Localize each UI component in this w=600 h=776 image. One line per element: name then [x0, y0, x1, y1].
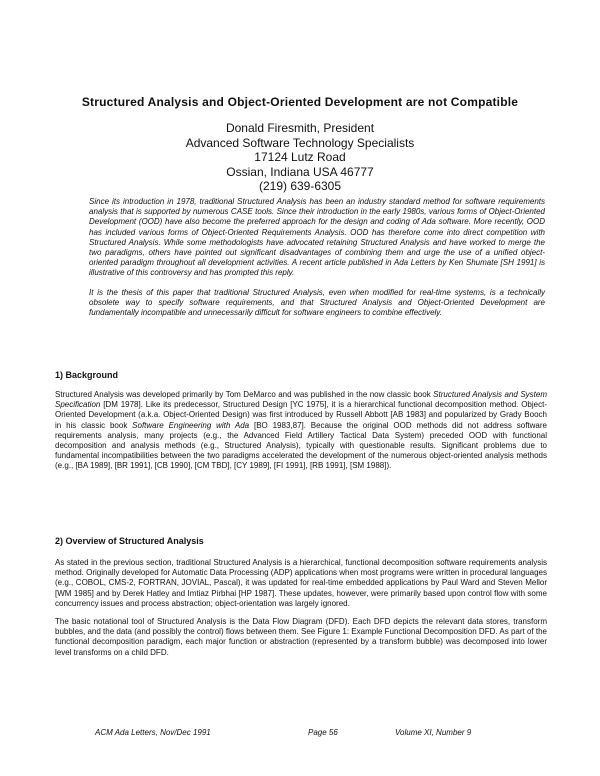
- footer-volume: Volume XI, Number 9: [395, 728, 472, 737]
- book-title: Structured Analysis and System Specification: [55, 390, 547, 410]
- abstract: [89, 197, 545, 327]
- author-block: [0, 121, 600, 194]
- section-2-paragraph-2: The basic notational tool of Structured Analysis is the Data Flow Diagram (DFD). Each DFD depicts the relevant data stores, transform bubbles, and the data (and possibly the control) flows between them. See Figure 1: Example Functional Decomposition DFD. As part of the functional decomposition paradigm, each major function or abstraction (represented by a transform bubble) was decomposed into lower level transforms on a child DFD.: [55, 617, 547, 657]
- book-title: Software Engineering with Ada: [132, 420, 250, 430]
- abstract-paragraph-1: Since its introduction in 1978, traditional Structured Analysis has been an industry standard method for software requirements analysis that is supported by numerous CASE tools. Since their introduction in the early 1980s, various forms of Object-Oriented Development (OOD) have also become the preferred approach for the design and coding of Ada software. More recently, OOD has included various forms of Object-Oriented Requirements Analysis. OOD has therefore come into direct competition with Structured Analysis. While some methodologists have advocated retaining Structured Analysis and have worked to merge the two paradigms, others have pointed out significant disadvantages of combining them and urge the use of a unified object-oriented paradigm throughout all development activities. A recent article published in Ada Letters by Ken Shumate [SH 1991] is illustrative of this controversy and has prompted this reply.: [89, 197, 545, 278]
- section-2-paragraph-1: As stated in the previous section, traditional Structured Analysis is a hierarchical, functional decomposition software requirements analysis method. Originally developed for Automatic Data Processing (ADP) applications when most programs were written in procedural languages (e.g., COBOL, CMS-2, FORTRAN, JOVIAL, Pascal), it was updated for real-time embedded applications by Paul Ward and Steven Mellor [WM 1985] and by Derek Hatley and Imtiaz Pirbhai [HP 1987]. These updates, however, were primarily based upon control flow with some concurrency issues and process abstraction; object-orientation was largely ignored.: [55, 558, 547, 608]
- abstract-paragraph-2: It is the thesis of this paper that traditional Structured Analysis, even when modified for real-time systems, is a technically obsolete way to specify software requirements, and that Structured Analysis and Object-Oriented Development are fundamentally incompatible and unnecessarily difficult for software engineers to combine effectively.: [89, 287, 545, 318]
- section-2-body: [55, 558, 547, 666]
- author-org: Advanced Software Technology Specialists: [185, 135, 415, 150]
- footer-journal: ACM Ada Letters, Nov/Dec 1991: [95, 728, 211, 737]
- section-1-paragraph: Structured Analysis was developed primarily by Tom DeMarco and was published in the now classic book Structured Analysis and System Specification [DM 1978]. Like its predecessor, Structured Design [YC 1975], it is a hierarchical functional decomposition method. Object-Oriented Development (a.k.a. Object-Oriented Design) was first introduced by Russell Abbott [AB 1983] and popularized by Grady Booch in his classic book Software Engineering with Ada [BO 1983,87]. Because the original OOD methods did not address software requirements analysis, many projects (e.g., the Advanced Field Artillery Tactical Data System) preceded OOD with functional decomposition and analysis methods (e.g., Structured Analysis), typically with questionable results. Significant problems due to fundamental incompatibilities between the two paradigms accelerated the development of the numerous object-oriented analysis methods (e.g., [BA 1989], [BR 1991], [CB 1990], [CM TBD], [CY 1989], [FI 1991], [RB 1991], [SM 1988]).: [55, 390, 547, 471]
- author-phone: (219) 639-6305: [258, 179, 342, 193]
- section-2-heading: 2) Overview of Structured Analysis: [55, 536, 204, 546]
- footer-page-number: Page 56: [308, 728, 338, 737]
- paper-title: Structured Analysis and Object-Oriented Development are not Compatible: [81, 95, 519, 109]
- section-1-body: [55, 390, 547, 480]
- author-street: 17124 Lutz Road: [254, 150, 346, 164]
- section-1-heading: 1) Background: [55, 370, 119, 380]
- author-name: Donald Firesmith, President: [225, 121, 375, 135]
- author-city: Ossian, Indiana USA 46777: [226, 164, 374, 179]
